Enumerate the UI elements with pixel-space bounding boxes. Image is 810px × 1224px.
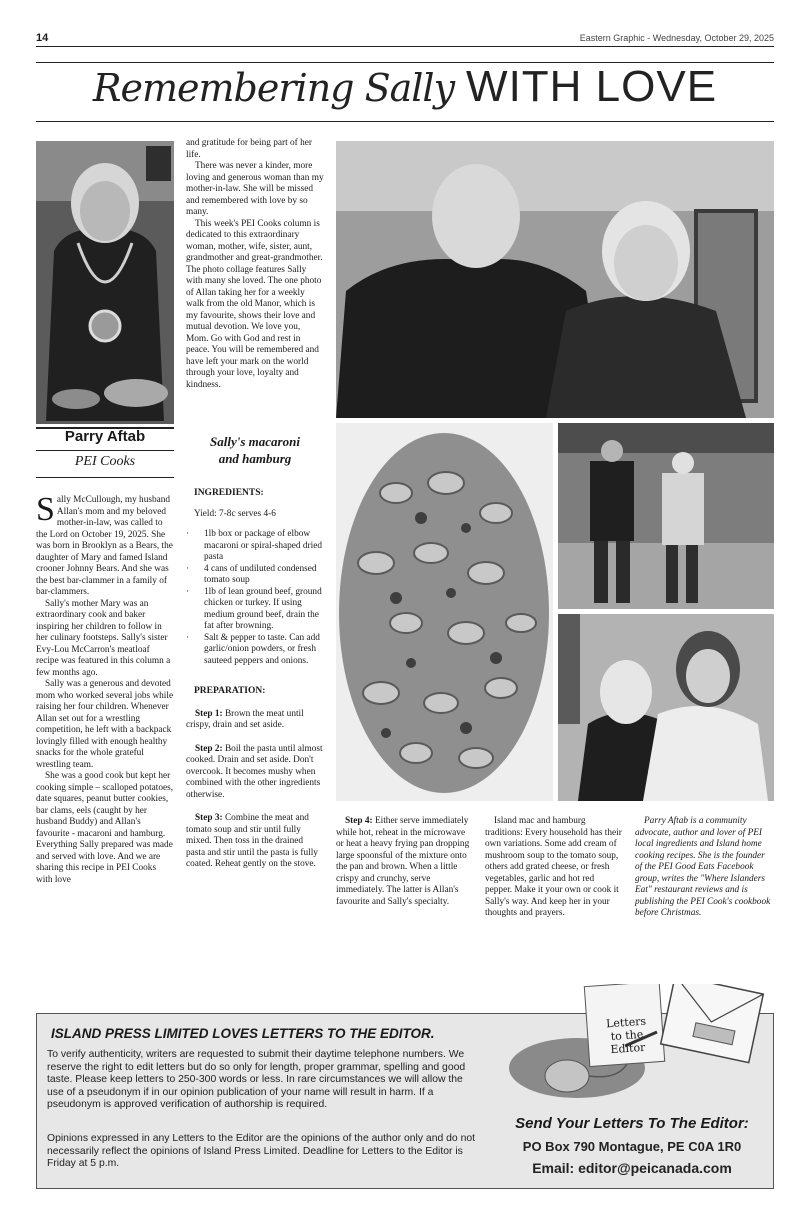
recipe-step: Step 3: Combine the meat and tomato soup and stir until fully mixed. Then toss in the drained pasta and stir until the pasta is fully coated. Reheat gently on the stove.: [186, 813, 318, 869]
title-caps: WITH LOVE: [466, 62, 718, 111]
recipe-step: Step 2: Boil the pasta until almost cooked. Drain and set aside. Don't overcook. It becomes mushy when combined with the other ingredients otherwise.: [186, 743, 323, 800]
article-column-1: [36, 491, 174, 886]
preparation-heading: PREPARATION:: [194, 686, 266, 696]
collage-photo-walk: [558, 423, 774, 609]
recipe-yield: Yield: 7-8c serves 4-6: [194, 508, 276, 519]
ingredient-item: · 4 cans of undiluted condensed tomato soup: [186, 564, 324, 587]
article-paragraph: She was a good cook but kept her cooking simple – scalloped potatoes, date squares, peanut butter cookies, bar clams, eels (caught by her husband Buddy) and Allan's favourite - macaroni and hamburg. Everything Sally prepared was made and served with love. And we are sharing this recipe in PEI Cooks with love: [36, 771, 174, 885]
recipe-step: Step 1: Brown the meat until crispy, drain and set aside.: [186, 708, 304, 730]
article-paragraph: and gratitude for being part of her life.: [186, 138, 312, 160]
page-title: [36, 62, 774, 118]
header-rule: [36, 46, 774, 47]
recipe-body: [186, 488, 324, 871]
ingredient-item: · 1lb of lean ground beef, ground chicken or turkey. If using medium ground beef, drain the fat after browning.: [186, 587, 324, 633]
recipe-step: Step 4: Either serve immediately while hot, reheat in the microwave or heat a heavy frying pan dropping large spoonsful of the mixture onto the pan and brown. When a little crispy and crunchy, serve immediately. The latter is Allan's favourite and Sally's specialty.: [336, 816, 470, 907]
article-column-2: [186, 138, 324, 391]
article-paragraph: There was never a kinder, more loving and generous woman than my mother-in-law. She will be missed and remembered with love by so many.: [186, 161, 324, 217]
letters-badge-text: Letters to the Editor: [605, 1014, 647, 1057]
send-letters-heading: Send Your Letters To The Editor:: [515, 1115, 749, 1132]
article-column-4: [485, 816, 623, 920]
recipe-title: Sally's macaroni and hamburg: [210, 434, 300, 466]
portrait-photo-icon: [36, 141, 174, 424]
ingredients-list: [186, 529, 324, 667]
article-paragraph: Sally was a generous and devoted mom who worked several jobs while raising her four children. Whenever Allan set out for a wrestling competition, he left with a backpack lovingly filled with enough healthy snacks for the whole grateful wrestling team.: [36, 679, 174, 770]
author-bio: [635, 816, 774, 920]
letters-to-editor-box: [36, 1013, 774, 1189]
byline-mid-rule: [36, 450, 174, 451]
letters-disclaimer: Opinions expressed in any Letters to the Editor are the opinions of the author only and do not necessarily reflect the opinions of Island Press Limited. Deadline for Letters to the Editor is Friday at 5 p.m.: [47, 1133, 476, 1169]
ingredients-heading: INGREDIENTS:: [194, 488, 264, 498]
ingredient-item: · 1lb box or package of elbow macaroni or spiral-shaped dried pasta: [186, 529, 324, 564]
title-bottom-rule: [36, 121, 774, 122]
page-number: 14: [36, 32, 49, 44]
collage-photo-hug: [558, 614, 774, 801]
ingredient-item: · Salt & pepper to taste. Can add garlic/onion powders, or fresh sauteed peppers and onions.: [186, 633, 324, 668]
mouse-icon: [545, 1060, 589, 1092]
letters-policy: To verify authenticity, writers are requested to submit their daytime telephone numbers. We reserve the right to edit letters but do so only for length, proper grammar, spelling and good taste. Please keep letters to 250-300 words or less. In rare circumstances we will allow the use of a pseudonym if in our opinion publication of your name will result in harm. If a pseudonym is approved verification of authorship is required.: [47, 1049, 466, 1110]
column-name: PEI Cooks: [74, 454, 136, 469]
article-paragraph: Sally McCullough, my husband Allan's mom and my beloved mother-in-law, was called to the Lord on October 19, 2025. She was born in Brooklyn as a Bears, the daughter of Mary and famed Island crooner Johnny Bears. And she was the best bar-clammer in a family of bar-clammers.: [36, 491, 173, 597]
author-bio-text: Parry Aftab is a community advocate, author and lover of PEI local ingredients and Island home cooking recipes. She is the founder of the PEI Good Eats Facebook group, writes the "Where Islanders Eat" restaurant reviews and is publishing the PEI Cook's cookbook before Christmas.: [635, 816, 771, 918]
article-column-3: [336, 816, 474, 908]
article-paragraph: Sally's mother Mary was an extraordinary cook and baker inspiring her children to follow in her culinary footsteps. Sally's sister Evy-Lou McCarron's meatloaf recipe was featured in this column a few months ago.: [36, 598, 171, 678]
title-script: Remembering Sally: [92, 66, 455, 110]
collage-photo-couple: [336, 141, 774, 418]
editor-email[interactable]: Email: editor@peicanada.com: [532, 1160, 732, 1176]
publication-dateline: Eastern Graphic - Wednesday, October 29, 2025: [579, 33, 774, 43]
letters-heading: ISLAND PRESS LIMITED LOVES LETTERS TO THE EDITOR.: [51, 1026, 435, 1041]
article-paragraph: This week's PEI Cooks column is dedicated to this extraordinary woman, mother, wife, sister, aunt, grandmother and great-grandmother. The photo collage features Sally with many she loved. The one photo of Allan taking her for a weekly walk from the old Manor, which is my favourite, shows their love and mutual devotion. We love you, Mom. Go with God and rest in peace. You will be remembered and have left your mark on the world through your love, loyalty and kindness.: [186, 218, 323, 390]
pasta-photo-icon: [336, 423, 553, 801]
byline-bottom-rule: [36, 477, 174, 478]
drop-cap: S: [36, 491, 55, 528]
article-paragraph: Island mac and hamburg traditions: Every household has their own variations. Some add cream of mushroom soup to the tomato soup, others add grated cheese, or fresh vegetables, garlic and hot red pepper. Make it your own or cook it Sally's way. And keep her in your thoughts and prayers.: [485, 816, 622, 918]
envelope-icon: [661, 984, 764, 1063]
mailing-address: PO Box 790 Montague, PE C0A 1R0: [522, 1139, 742, 1154]
byline-name: Parry Aftab: [64, 428, 146, 445]
